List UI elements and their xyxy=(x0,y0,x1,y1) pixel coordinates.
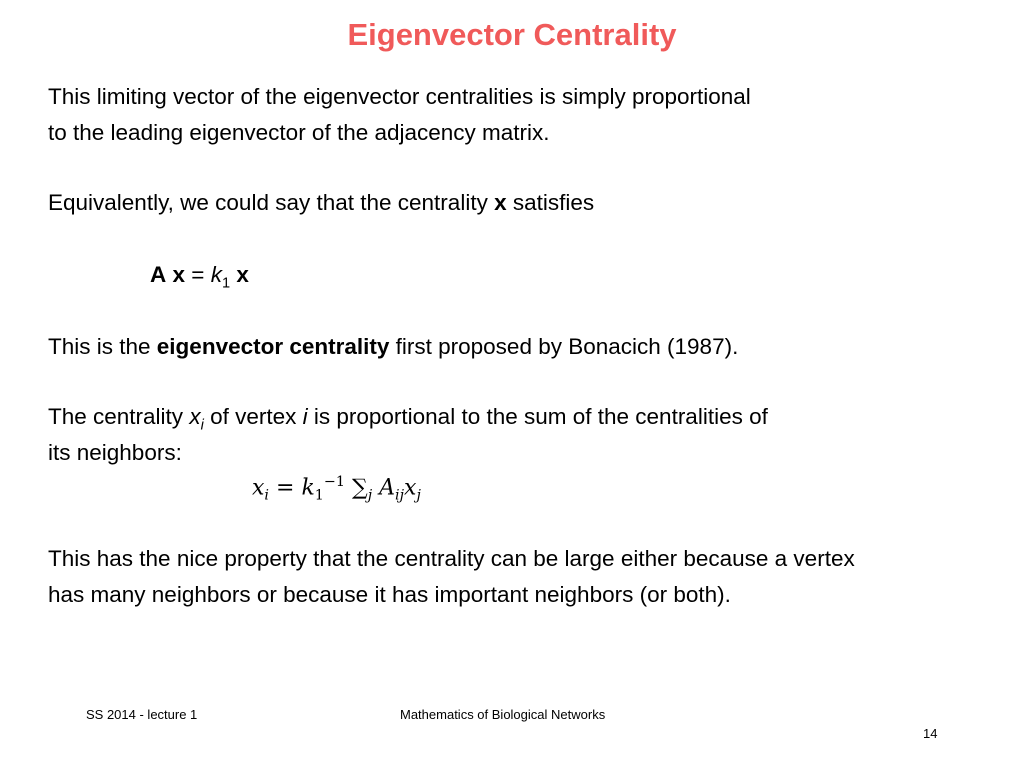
equation-centrality-sum xyxy=(252,474,421,504)
eq1-x: x xyxy=(172,262,186,287)
eq2-x: x xyxy=(252,475,265,501)
slide-title: Eigenvector Centrality xyxy=(347,17,677,52)
p3-post: first proposed by Bonacich (1987). xyxy=(389,334,739,359)
eq1-k: k xyxy=(210,262,222,287)
p4-i: i xyxy=(200,417,204,434)
page-number: 14 xyxy=(923,726,938,741)
p4-c: is proportional to the sum of the centralities of xyxy=(307,404,768,429)
paragraph-1-line-1: This limiting vector of the eigenvector centralities is simply proportional xyxy=(48,84,751,109)
p3-bold: eigenvector centrality xyxy=(156,334,390,359)
footer-center: Mathematics of Biological Networks xyxy=(400,707,606,722)
eq2-k: k xyxy=(301,475,315,501)
paragraph-1-line-2: to the leading eigenvector of the adjacency matrix. xyxy=(48,120,550,145)
footer-left: SS 2014 - lecture 1 xyxy=(86,707,198,722)
paragraph-5-line-2: has many neighbors or because it has important neighbors (or both). xyxy=(48,582,731,607)
p3-pre: This is the xyxy=(48,334,157,359)
paragraph-5-line-1: This has the nice property that the centrality can be large either because a vertex xyxy=(48,546,855,571)
eq2-equals: = xyxy=(276,475,295,501)
p4-b: of vertex xyxy=(203,404,303,429)
eq2-A: A xyxy=(379,475,396,501)
eq2-exp: −1 xyxy=(323,474,345,490)
eq1-sub: 1 xyxy=(221,275,231,292)
eq2-x2: x xyxy=(404,475,417,501)
eq1-equals: = xyxy=(191,262,205,287)
eq1-A: A xyxy=(150,262,167,287)
eq2-i: i xyxy=(264,487,269,504)
paragraph-3 xyxy=(48,334,738,360)
eq1-x2: x xyxy=(236,262,249,287)
eq2-one: 1 xyxy=(314,487,324,504)
eq2-sum: ∑ xyxy=(351,475,368,501)
p2-text: Equivalently, we could say that the centrality xyxy=(48,190,495,215)
p4-x: x xyxy=(189,404,201,429)
eq2-j2: j xyxy=(416,487,421,504)
paragraph-4-line-1 xyxy=(48,404,768,434)
p2-tail: satisfies xyxy=(506,190,595,215)
paragraph-2 xyxy=(48,190,594,216)
equation-eigen xyxy=(150,262,249,292)
p2-bold-x: x xyxy=(494,190,507,215)
eq2-j: j xyxy=(367,487,373,504)
p4-vi: i xyxy=(302,404,308,429)
eq2-ij: ij xyxy=(395,487,405,504)
paragraph-4-line-2: its neighbors: xyxy=(48,440,182,465)
p4-a: The centrality xyxy=(48,404,190,429)
